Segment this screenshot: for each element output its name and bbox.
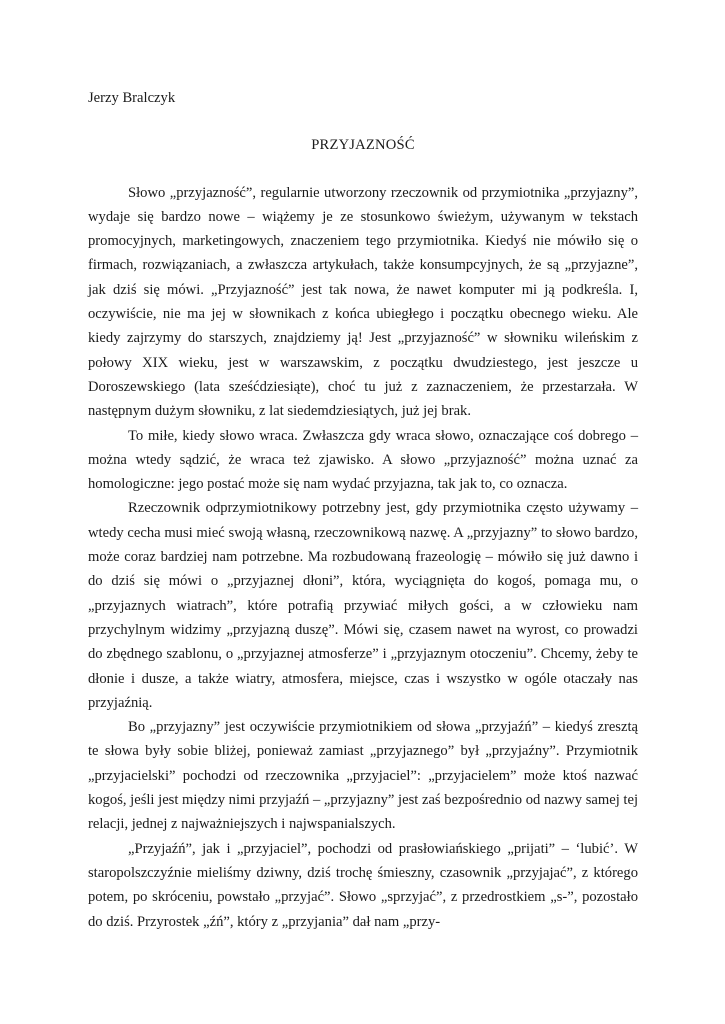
paragraph-1: Słowo „przyjazność”, regularnie utworzony rzeczownik od przymiotnika „przyjazny”, wydaje się bardzo nowe – wiążemy je ze stosunkowo świeżym, używanym w tekstach promocyjnych, marketingowych, znaczeniem tego przymiotnika. Kiedyś nie mówiło się o firmach, rozwiązaniach, a zwłaszcza artykułach, także konsumpcyjnych, że są „przyjazne”, jak dziś się mówi. „Przyjazność” jest tak nowa, że nawet komputer mi ją podkreśla. I, oczywiście, nie ma jej w słownikach z końca ubiegłego i początku obecnego wieku. Ale kiedy zajrzymy do starszych, znajdziemy ją! Jest „przyjazność” w słowniku wileńskim z połowy XIX wieku, jest w warszawskim, z początku dwudziestego, jest jeszcze u Doroszewskiego (lata sześćdziesiąte), choć tu już z zaznaczeniem, że przestarzała. W następnym dużym słowniku, z lat siedemdziesiątych, już jej brak. (88, 184, 638, 420)
author-name: Jerzy Bralczyk (88, 90, 176, 106)
paragraph-3: Rzeczownik odprzymiotnikowy potrzebny jest, gdy przymiotnika często używamy – wtedy cecha musi mieć swoją własną, rzeczownikową nazwę. A „przyjazny” to słowo bardzo, może coraz bardziej nam potrzebne. Ma rozbudowaną frazeologię – mówiło się już dawno i do dziś się mówi o „przyjaznej dłoni”, która, wyciągnięta do kogoś, pomaga mu, o „przyjaznych wiatrach”, które potrafią przywiać miłych gości, a w człowieku nam przychylnym widzimy „przyjazną duszę”. Mówi się, czasem nawet na wyrost, co prowadzi do zbędnego szablonu, o „przyjaznej atmosferze” i „przyjaznym otoczeniu”. Chcemy, żeby te dłonie i dusze, a także wiatry, atmosfera, miejsce, czas i wszystko w ogóle otaczały nas przyjaźnią. (88, 500, 638, 711)
paragraph-4: Bo „przyjazny” jest oczywiście przymiotnikiem od słowa „przyjaźń” – kiedyś zresztą te słowa były sobie bliżej, ponieważ zamiast „przyjaznego” był „przyjaźny”. Przymiotnik „przyjacielski” pochodzi od rzeczownika „przyjaciel”: „przyjacielem” może ktoś nazwać kogoś, jeśli jest między nimi przyjaźń – „przyjazny” jest zaś bezpośrednio od nazwy samej tej relacji, jednej z najważniejszych i najwspanialszych. (88, 719, 638, 833)
document-title: PRZYJAZNOŚĆ (311, 137, 415, 154)
document-page (88, 86, 638, 934)
paragraph-2: To miłe, kiedy słowo wraca. Zwłaszcza gdy wraca słowo, oznaczające coś dobrego – można wtedy sądzić, że wraca też zjawisko. A słowo „przyjazność” można uznać za homologiczne: jego postać może się nam wydać przyjazna, tak jak to, co oznacza. (88, 427, 638, 493)
paragraph-5: „Przyjaźń”, jak i „przyjaciel”, pochodzi od prasłowiańskiego „prijati” – ‘lubić’. W staropolszczyźnie mieliśmy dziwny, dziś trochę śmieszny, czasownik „przyjajać”, z którego potem, po skróceniu, powstało „przyjać”. Słowo „sprzyjać”, z przedrostkiem „s-”, pozostało do dziś. Przyrostek „źń”, który z „przyjania” dał nam „przy- (88, 840, 638, 930)
